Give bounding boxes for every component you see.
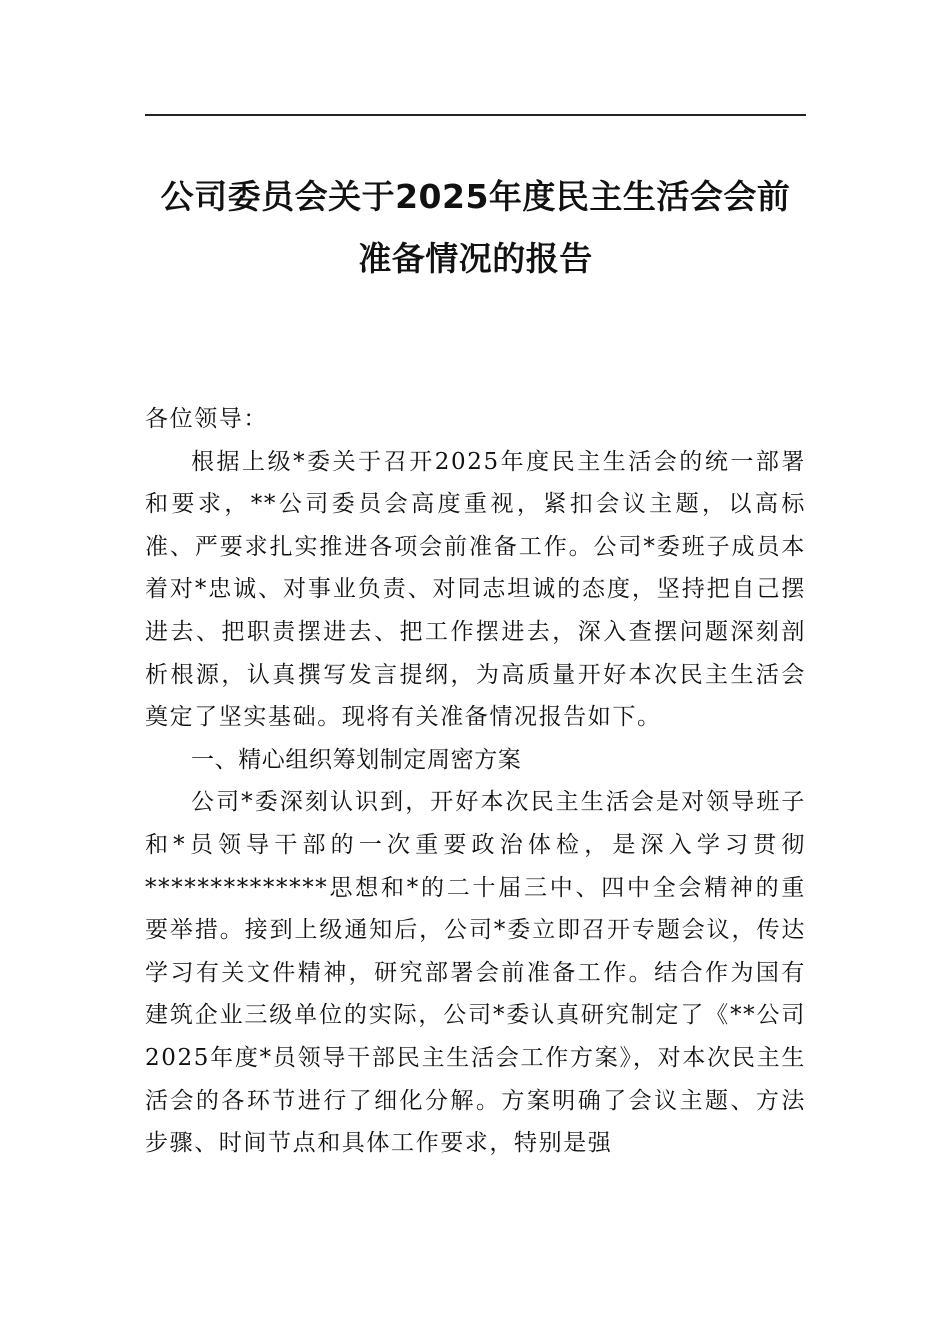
document-title xyxy=(145,166,806,290)
title-line-2: 准备情况的报告 xyxy=(358,239,593,278)
salutation: 各位领导： xyxy=(145,406,268,432)
paragraph-intro: 根据上级*委关于召开2025年度民主生活会的统一部署和要求，**公司委员会高度重视，紧扣会议主题，以高标准、严要求扎实推进各项会前准备工作。公司*委班子成员本着对*忠诚、对事业负责、对同志坦诚的态度，坚持把自己摆进去、把职责摆进去、把工作摆进去，深入查摆问题深刻剖析根源，认真撰写发言提纲，为高质量开好本次民主生活会奠定了坚实基础。现将有关准备情况报告如下。 xyxy=(145,448,806,731)
header-rule xyxy=(145,114,806,116)
paragraph-section-1: 公司*委深刻认识到，开好本次民主生活会是对领导班子和*员领导干部的一次重要政治体检，是深入学习贯彻**************思想和*的二十届三中、四中全会精神的重要举措。接到上级通知后，公司*委立即召开专题会议，传达学习有关文件精神，研究部署会前准备工作。结合作为国有建筑企业三级单位的实际，公司*委认真研究制定了《**公司2025年度*员领导干部民主生活会工作方案》，对本次民主生活会的各环节进行了细化分解。方案明确了会议主题、方法步骤、时间节点和具体工作要求，特别是强 xyxy=(145,789,806,1157)
title-line-1: 公司委员会关于2025年度民主生活会会前 xyxy=(160,177,791,216)
document-body xyxy=(145,398,806,1165)
section-heading-1: 一、精心组织筹划制定周密方案 xyxy=(191,746,522,773)
